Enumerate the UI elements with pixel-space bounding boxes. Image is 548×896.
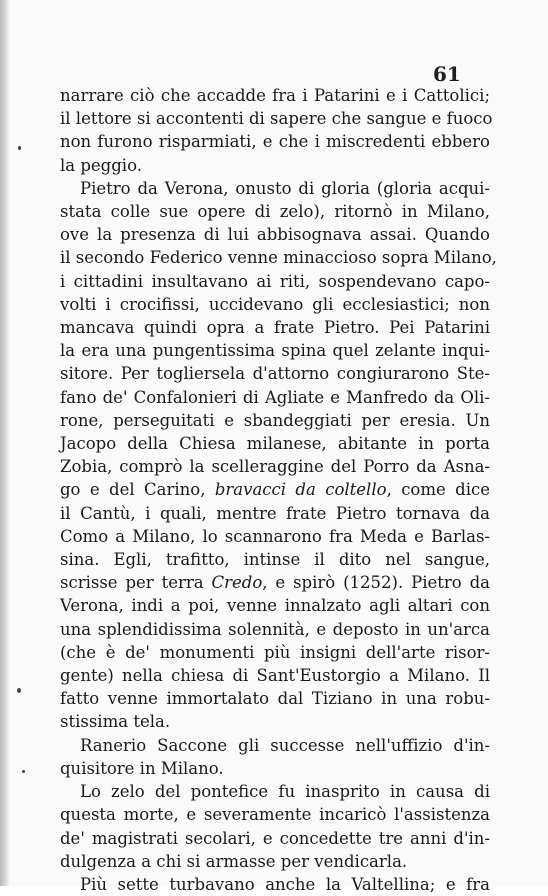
body-text [60,84,497,896]
text-line: una splendidissima solennità, e deposto in un'arca [60,619,490,639]
page-gutter-shadow [0,0,10,886]
text-line: gente) nella chiesa di Sant'Eustorgio a Milano. Il [60,666,490,686]
text-line: stata colle sue opere di zelo), ritornò in Milano, [60,202,490,222]
text-line: de' magistrati secolari, e concedette tre anni d'in- [60,828,490,848]
text-line: fano de' Confalonieri di Agliate e Manfredo da Oli- [60,387,490,407]
text-line: Ranerio Saccone gli successe nell'uffizio d'in- [80,735,490,755]
text-line: fatto venne immortalato dal Tiziano in una robu- [60,689,490,709]
print-speck [18,146,21,150]
text-line: narrare ciò che accadde fra i Patarini e i Cattolici; [60,86,490,105]
text-line: mancava quindi opra a frate Pietro. Pei Patarini [60,318,490,338]
text-line: sina. Egli, trafitto, intinse il dito nel sangue, [60,550,490,570]
text-line: Jacopo della Chiesa milanese, abitante in porta [60,434,490,454]
text-line: Zobia, comprò la scelleraggine del Porro da Asna- [60,457,490,477]
text-line: stissima tela. [60,712,171,732]
text-line: Verona, indi a poi, venne innalzato agli altari con [60,596,490,616]
text-line: il Cantù, i quali, mentre frate Pietro tornava da [60,503,490,523]
text-line: la era una pungentissima spina quel zelante inqui- [60,341,490,361]
text-line: Lo zelo del pontefice fu inasprito in causa di [80,782,490,802]
text-line: questa morte, e severamente incaricò l'assistenza [60,805,490,825]
text-line: quisitore in Milano. [60,758,224,778]
page-number: 61 [433,62,461,86]
text-line: i cittadini insultavano ai riti, sospendevano capo- [60,271,490,291]
italic-phrase: Credo [211,573,263,593]
text-line: la peggio. [60,155,142,175]
print-speck [22,770,25,773]
text-segment: scrisse per terra [60,573,212,593]
text-line: Pietro da Verona, onusto di gloria (gloria acqui- [80,178,490,198]
print-speck [17,688,21,693]
text-line: rone, perseguitati e sbandeggiati per eresia. Un [60,410,490,430]
text-line: Più sette turbavano anche la Valtellina; e fra [80,874,490,894]
text-line: il secondo Federico venne minaccioso sopra Milano, [60,248,497,268]
text-line: non furono risparmiati, e che i miscredenti ebbero [60,132,490,152]
text-line: ove la presenza di lui abbisognava assai. Quando [60,225,490,245]
italic-phrase: bravacci da coltello [214,480,387,500]
text-segment: , e spirò (1252). Pietro da [262,573,491,593]
text-line: Como a Milano, lo scannarono fra Meda e Barlas- [60,526,490,546]
text-segment: , come dice [386,480,491,500]
text-line [60,478,490,501]
text-line [60,571,490,594]
text-segment: go e del Carino, [60,480,215,500]
text-line: (che è de' monumenti più insigni dell'arte risor- [60,642,490,662]
text-line: sitore. Per togliersela d'attorno congiurarono Ste- [60,364,490,384]
text-line: il lettore si accontenti di sapere che sangue e fuoco [60,109,493,129]
text-line: volti i crocifissi, uccidevano gli ecclesiastici; non [60,294,490,314]
text-line: dulgenza a chi si armasse per vendicarla. [60,851,408,871]
